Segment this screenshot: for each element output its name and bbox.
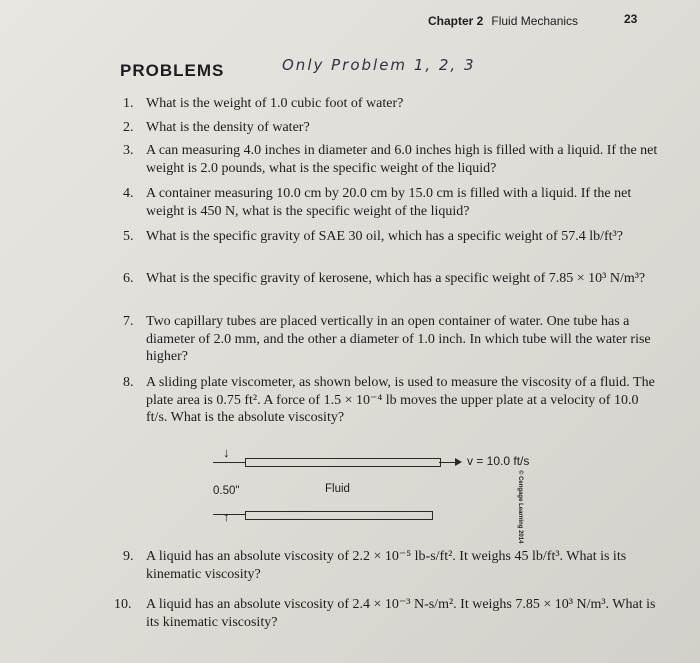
velocity-arrow-line (439, 462, 455, 463)
problem-2 (123, 119, 658, 137)
fluid-label: Fluid (325, 483, 350, 495)
problem-4 (123, 185, 658, 220)
page-header (428, 12, 638, 28)
chapter-label: Chapter 2 (428, 14, 484, 28)
problem-text: What is the density of water? (146, 120, 310, 135)
problem-text: A liquid has an absolute viscosity of 2.4 × 10⁻³ N-s/m². It weighs 7.85 × 10³ N/m³. What is its kinematic viscosity? (146, 597, 656, 630)
problem-number: 4. (123, 186, 134, 201)
copyright-credit: © Cengage Learning 2014 (517, 470, 523, 544)
problem-text: What is the specific gravity of kerosene, which has a specific weight of 7.85 × 10³ N/m³? (146, 271, 646, 286)
problem-text: A sliding plate viscometer, as shown below, is used to measure the viscosity of a fluid. The plate area is 0.75 ft². A force of 1.5 × 10⁻⁴ lb moves the upper plate at a velocity of 10.0 ft/s. What is the absolute viscosity? (146, 375, 655, 425)
problem-number: 8. (123, 375, 134, 390)
problem-number: 3. (123, 143, 134, 158)
problem-6 (123, 270, 658, 288)
problem-8 (123, 374, 658, 427)
problem-number: 5. (123, 229, 134, 244)
section-title: PROBLEMS (120, 61, 225, 80)
problem-3 (123, 142, 658, 177)
viscometer-diagram (205, 440, 545, 544)
problem-text: A container measuring 10.0 cm by 20.0 cm by 15.0 cm is filled with a liquid. If the net weight is 450 N, what is the specific weight of the liquid? (146, 186, 632, 219)
problem-number: 9. (123, 549, 134, 564)
problem-7 (123, 313, 658, 366)
problem-9 (123, 548, 658, 583)
arrow-down-icon: ↓ (223, 445, 230, 460)
problem-text: What is the weight of 1.0 cubic foot of water? (146, 96, 404, 111)
arrow-up-icon: ↑ (223, 509, 230, 524)
problem-text: What is the specific gravity of SAE 30 oil, which has a specific weight of 57.4 lb/ft³? (146, 229, 623, 244)
chapter-title: Fluid Mechanics (491, 14, 579, 28)
problem-text: A liquid has an absolute viscosity of 2.2 × 10⁻⁵ lb-s/ft². It weighs 45 lb/ft³. What is its kinematic viscosity? (146, 549, 627, 582)
problem-number: 7. (123, 314, 134, 329)
problem-1 (123, 95, 658, 113)
lower-plate (245, 511, 433, 520)
problem-10 (114, 596, 658, 631)
problem-text: A can measuring 4.0 inches in diameter and 6.0 inches high is filled with a liquid. If the net weight is 2.0 pounds, what is the specific weight of the liquid? (146, 143, 658, 176)
problem-5 (123, 228, 658, 246)
problem-number: 6. (123, 271, 134, 286)
page-number: 23 (624, 12, 638, 26)
velocity-label: v = 10.0 ft/s (467, 454, 530, 468)
problem-number: 1. (123, 96, 134, 111)
arrow-right-icon (455, 458, 462, 466)
gap-label: 0.50" (213, 485, 240, 497)
upper-plate (245, 458, 441, 467)
gap-bottom-line (213, 514, 245, 515)
problem-number: 2. (123, 120, 134, 135)
problem-text: Two capillary tubes are placed vertically in an open container of water. One tube has a diameter of 2.0 mm, and the other a diameter of 1.0 inch. In which tube will the water rise higher? (146, 314, 651, 364)
problem-number: 10. (114, 597, 132, 612)
handwritten-note: Only Problem 1, 2, 3 (282, 56, 476, 74)
gap-top-line (213, 462, 245, 463)
